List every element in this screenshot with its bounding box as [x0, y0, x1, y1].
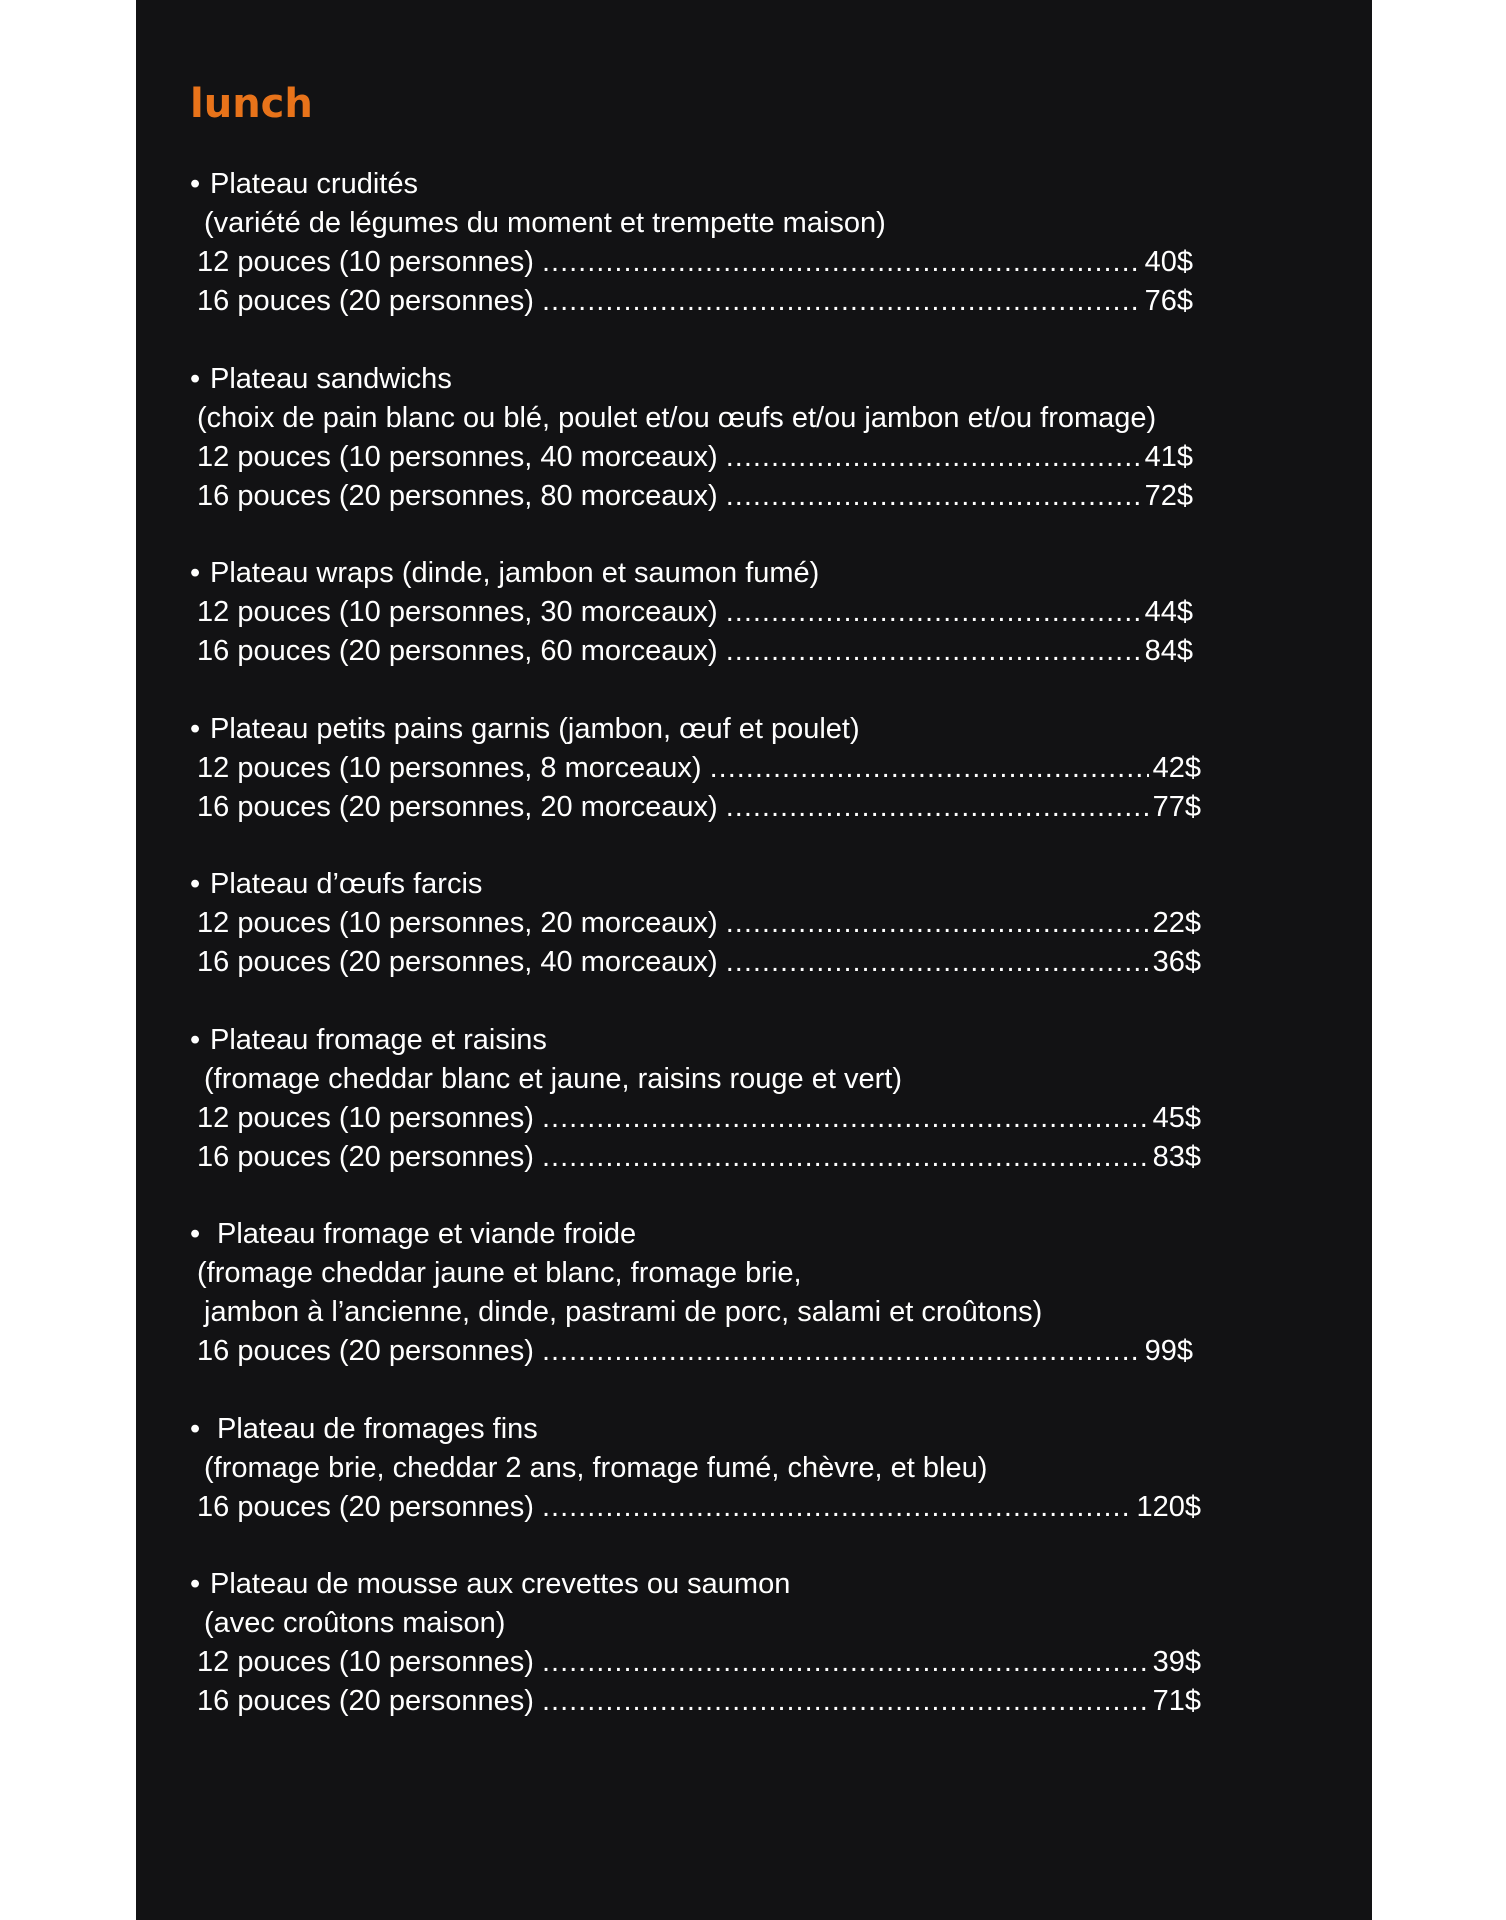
bullet-icon: • [190, 362, 201, 395]
dot-leader [542, 1488, 1133, 1527]
price-row [190, 243, 1193, 282]
menu-item-wraps [190, 554, 1210, 710]
dot-leader [726, 788, 1149, 827]
size-label: 12 pouces (10 personnes) [197, 246, 534, 278]
item-name-text: Plateau de mousse aux crevettes ou saumon [210, 1568, 791, 1600]
size-label: 16 pouces (20 personnes) [197, 1140, 534, 1173]
menu-item-fromage-viande [190, 1215, 1210, 1410]
price-row [190, 788, 1201, 827]
dot-leader [726, 593, 1141, 632]
size-label: 12 pouces (10 personnes, 30 morceaux) [197, 596, 718, 628]
menu-page [136, 0, 1372, 1920]
size-label: 12 pouces (10 personnes, 8 morceaux) [197, 751, 702, 784]
price: 84$ [1144, 635, 1193, 667]
menu-item-oeufs-farcis [190, 865, 1210, 1021]
item-name [190, 360, 1210, 399]
item-description: (choix de pain blanc ou blé, poulet et/ou œufs et/ou jambon et/ou fromage) [197, 401, 1157, 434]
dot-leader [542, 1643, 1149, 1682]
price: 39$ [1152, 1646, 1201, 1678]
size-label: 12 pouces (10 personnes) [197, 1101, 534, 1134]
item-name [190, 1565, 1210, 1604]
price: 41$ [1144, 440, 1193, 473]
dot-leader [542, 282, 1141, 321]
item-name-text: Plateau petits pains garnis (jambon, œuf et poulet) [210, 712, 860, 745]
item-description: (avec croûtons maison) [204, 1607, 506, 1639]
item-description: (fromage cheddar blanc et jaune, raisins rouge et vert) [204, 1062, 902, 1095]
menu-item-sandwichs [190, 360, 1210, 555]
price-row [190, 943, 1201, 982]
item-name [190, 865, 1210, 904]
price-row [190, 1488, 1201, 1527]
price-row [190, 593, 1193, 632]
price: 120$ [1136, 1490, 1201, 1523]
item-name [190, 1021, 1210, 1060]
size-label: 16 pouces (20 personnes, 20 morceaux) [197, 790, 718, 823]
item-name-text: Plateau crudités [210, 168, 418, 200]
item-description: (fromage brie, cheddar 2 ans, fromage fumé, chèvre, et bleu) [204, 1451, 988, 1484]
menu-item-crudites [190, 165, 1210, 360]
price-row [190, 282, 1193, 321]
item-name [190, 1410, 1210, 1449]
price-row [190, 438, 1193, 477]
price: 77$ [1152, 790, 1201, 823]
size-label: 16 pouces (20 personnes, 80 morceaux) [197, 479, 718, 512]
item-description: (variété de légumes du moment et trempette maison) [204, 207, 886, 239]
menu-item-fromages-fins [190, 1410, 1210, 1566]
menu-item-petits-pains [190, 710, 1210, 866]
menu-items [190, 165, 1210, 1760]
size-label: 12 pouces (10 personnes, 40 morceaux) [197, 440, 718, 473]
bullet-icon: • [190, 557, 201, 589]
item-description: jambon à l’ancienne, dinde, pastrami de porc, salami et croûtons) [204, 1296, 1043, 1328]
size-label: 16 pouces (20 personnes) [197, 1335, 534, 1367]
item-name-text: Plateau sandwichs [210, 362, 452, 395]
dot-leader [542, 1099, 1149, 1138]
size-label: 12 pouces (10 personnes, 20 morceaux) [197, 907, 718, 939]
item-name [190, 710, 1210, 749]
size-label: 16 pouces (20 personnes) [197, 285, 534, 317]
price: 99$ [1144, 1335, 1193, 1367]
item-name [190, 554, 1210, 593]
dot-leader [726, 904, 1149, 943]
dot-leader [542, 1138, 1149, 1177]
price-row [190, 749, 1201, 788]
price: 36$ [1152, 946, 1201, 978]
price: 76$ [1144, 285, 1193, 317]
menu-item-fromage-raisins [190, 1021, 1210, 1216]
price-row [190, 1099, 1201, 1138]
item-name-text: Plateau fromage et raisins [210, 1023, 547, 1056]
size-label: 16 pouces (20 personnes) [197, 1490, 534, 1523]
item-description: (fromage cheddar jaune et blanc, fromage brie, [197, 1257, 802, 1289]
dot-leader [542, 1332, 1141, 1371]
menu-title: lunch [190, 81, 313, 127]
price: 83$ [1152, 1140, 1201, 1173]
item-name-text: Plateau de fromages fins [217, 1412, 538, 1445]
item-name [190, 165, 1210, 204]
price-row [190, 477, 1193, 516]
size-label: 12 pouces (10 personnes) [197, 1646, 534, 1678]
dot-leader [726, 438, 1141, 477]
price-row [190, 1138, 1201, 1177]
price-row [190, 904, 1201, 943]
size-label: 16 pouces (20 personnes, 60 morceaux) [197, 635, 718, 667]
price-row [190, 1332, 1193, 1371]
price: 71$ [1152, 1685, 1201, 1717]
size-label: 16 pouces (20 personnes) [197, 1685, 534, 1717]
dot-leader [726, 632, 1141, 671]
bullet-icon: • [190, 168, 201, 200]
price: 40$ [1144, 246, 1193, 278]
bullet-icon: • [190, 1412, 201, 1445]
item-name-text: Plateau wraps (dinde, jambon et saumon fumé) [210, 557, 820, 589]
bullet-icon: • [190, 1023, 201, 1056]
bullet-icon: • [190, 1568, 201, 1600]
dot-leader [726, 943, 1149, 982]
dot-leader [726, 477, 1141, 516]
size-label: 16 pouces (20 personnes, 40 morceaux) [197, 946, 718, 978]
bullet-icon: • [190, 868, 201, 900]
price-row [190, 1643, 1201, 1682]
item-name-text: Plateau d’œufs farcis [210, 868, 483, 900]
dot-leader [542, 1682, 1149, 1721]
price-row [190, 1682, 1201, 1721]
price: 42$ [1152, 751, 1201, 784]
menu-item-mousse [190, 1565, 1210, 1760]
price-row [190, 632, 1193, 671]
price: 72$ [1144, 479, 1193, 512]
bullet-icon: • [190, 1218, 201, 1250]
price: 22$ [1152, 907, 1201, 939]
price: 44$ [1144, 596, 1193, 628]
item-name-text: Plateau fromage et viande froide [217, 1218, 637, 1250]
dot-leader [710, 749, 1149, 788]
item-name [190, 1215, 1210, 1254]
dot-leader [542, 243, 1141, 282]
price: 45$ [1152, 1101, 1201, 1134]
bullet-icon: • [190, 712, 201, 745]
